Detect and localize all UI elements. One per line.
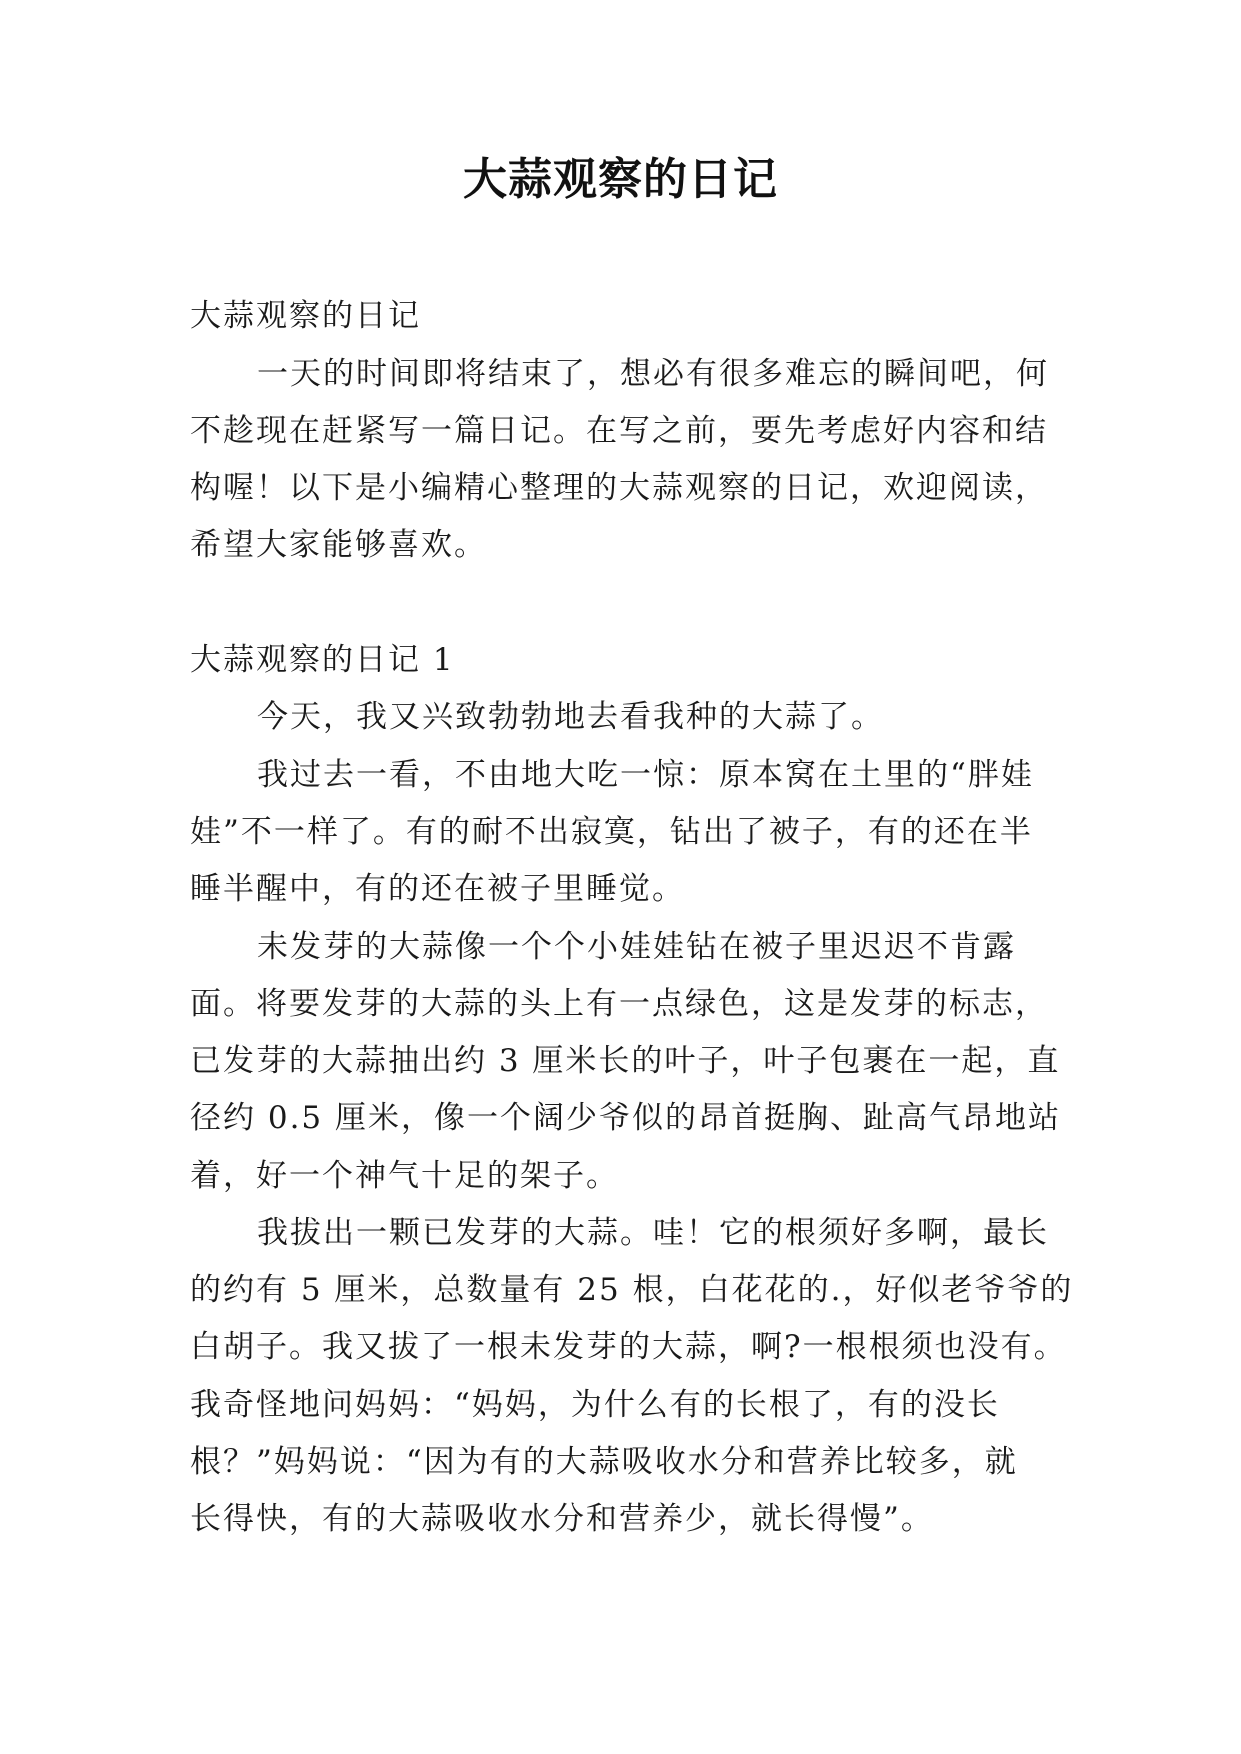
paragraph-line: 今天，我又兴致勃勃地去看我种的大蒜了。 (257, 699, 884, 735)
intro-heading: 大蒜观察的日记 (190, 298, 421, 334)
section-heading: 大蒜观察的日记 1 (190, 642, 455, 678)
paragraph-line: 我拔出一颗已发芽的大蒜。哇！它的根须好多啊，最长 (257, 1215, 1049, 1251)
paragraph-line: 着，好一个神气十足的架子。 (190, 1158, 619, 1194)
paragraph-line: 长得快，有的大蒜吸收水分和营养少，就长得慢”。 (190, 1501, 934, 1537)
paragraph-line: 我奇怪地问妈妈：“妈妈，为什么有的长根了，有的没长 (190, 1387, 1000, 1423)
paragraph-line: 的约有 5 厘米，总数量有 25 根，白花花的.，好似老爷爷的 (190, 1272, 1074, 1308)
intro-paragraph-line: 一天的时间即将结束了，想必有很多难忘的瞬间吧，何 (257, 356, 1049, 392)
paragraph-line: 根？”妈妈说：“因为有的大蒜吸收水分和营养比较多，就 (190, 1444, 1018, 1480)
paragraph-line: 白胡子。我又拔了一根未发芽的大蒜，啊?一根根须也没有。 (190, 1329, 1067, 1365)
paragraph-line: 面。将要发芽的大蒜的头上有一点绿色，这是发芽的标志， (190, 986, 1048, 1022)
paragraph-line: 睡半醒中，有的还在被子里睡觉。 (190, 871, 685, 907)
intro-paragraph-line: 不趁现在赶紧写一篇日记。在写之前，要先考虑好内容和结 (190, 413, 1048, 449)
paragraph-line: 径约 0.5 厘米，像一个阔少爷似的昂首挺胸、趾高气昂地站 (190, 1100, 1062, 1136)
paragraph-line: 未发芽的大蒜像一个个小娃娃钻在被子里迟迟不肯露 (257, 929, 1016, 965)
document-title: 大蒜观察的日记 (463, 154, 778, 205)
paragraph-line: 我过去一看，不由地大吃一惊：原本窝在土里的“胖娃 (257, 757, 1034, 793)
paragraph-line: 娃”不一样了。有的耐不出寂寞，钻出了被子，有的还在半 (190, 814, 1033, 850)
intro-paragraph-line: 构喔！以下是小编精心整理的大蒜观察的日记，欢迎阅读， (190, 470, 1048, 506)
intro-paragraph-line: 希望大家能够喜欢。 (190, 527, 487, 563)
paragraph-line: 已发芽的大蒜抽出约 3 厘米长的叶子，叶子包裹在一起，直 (190, 1043, 1061, 1079)
